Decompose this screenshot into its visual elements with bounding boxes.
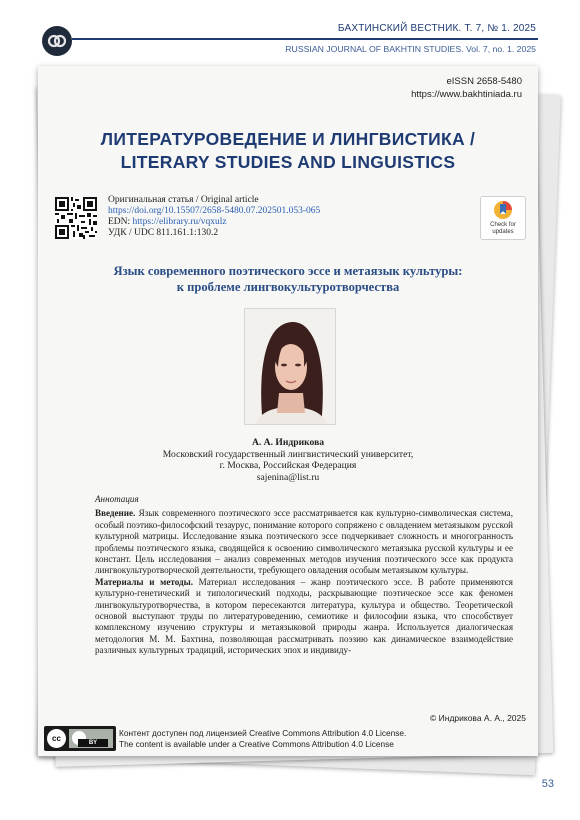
- section-title: [38, 128, 538, 174]
- author-city: г. Москва, Российская Федерация: [219, 460, 357, 471]
- udc: УДК / UDC 811.161.1:130.2: [108, 228, 219, 238]
- eissn: eISSN 2658-5480: [446, 76, 522, 87]
- methods-text: Материал исследования – жанр поэтического эссе. В работе применяются культурно-генетический и типологический подходы, раскрывающие поэтическое эссе как феномен лингвокультуротворчества, в котором пересекаются литература, культура и общество. Теоретической основой выступают труды по литературоведению, семиотике и философии языка, что способствует комплексному изучению структуры и метаязыковой природы жанра. Используется диалогическая методология М. М. Бахтина, позволяющая рассматривать поэзию как динамическое взаимодействие различных культурных традиций, исторических эпох и индивиду-: [95, 576, 513, 656]
- edn-link[interactable]: https://elibrary.ru/vqxulz: [132, 217, 227, 227]
- methods-label: Материалы и методы.: [95, 576, 193, 587]
- journal-logo-icon: [42, 26, 72, 56]
- journal-title-en: RUSSIAN JOURNAL OF BAKHTIN STUDIES. Vol. 7, no. 1. 2025: [285, 44, 536, 54]
- license-text: [119, 728, 406, 749]
- journal-site-link[interactable]: https://www.bakhtiniada.ru: [411, 88, 522, 100]
- section-title-line2: LITERARY STUDIES AND LINGUISTICS: [120, 152, 456, 172]
- qr-code-icon: [55, 197, 97, 239]
- page-number: 53: [541, 778, 554, 790]
- author-email[interactable]: sajenina@list.ru: [256, 471, 320, 483]
- journal-title-ru: БАХТИНСКИЙ ВЕСТНИК. Т. 7, № 1. 2025: [337, 23, 536, 34]
- copyright: © Индрикова А. А., 2025: [430, 713, 526, 723]
- check-for-updates-line2: updates: [492, 229, 514, 235]
- edn-label: EDN:: [108, 217, 133, 227]
- article-title-line2: к проблеме лингвокультуротворчества: [176, 280, 400, 294]
- intro-label: Введение.: [95, 508, 136, 519]
- license-ru: Контент доступен под лицензией Creative Commons Attribution 4.0 License.: [119, 728, 407, 738]
- abstract-intro: [95, 508, 513, 576]
- abstract-methods: [95, 577, 513, 657]
- by-label: BY: [78, 739, 108, 747]
- header-rule: [72, 38, 538, 40]
- article-meta: [108, 195, 320, 239]
- section-title-line1: ЛИТЕРАТУРОВЕДЕНИЕ И ЛИНГВИСТИКА /: [100, 129, 476, 149]
- article-type: Оригинальная статья / Original article: [108, 195, 259, 205]
- author-name: А. А. Индрикова: [251, 437, 325, 448]
- article-title-line1: Язык современного поэтического эссе и метаязык культуры:: [113, 264, 463, 278]
- abstract: [95, 494, 513, 657]
- abstract-label: Аннотация: [95, 494, 139, 504]
- doi-link[interactable]: https://doi.org/10.15507/2658-5480.07.202501.053-065: [108, 206, 321, 216]
- edn-line: [108, 217, 320, 228]
- intro-text: Язык современного поэтического эссе рассматривается как культурно-символическая система, особый поэтико-философский тезаурус, понимание которого сопряжено с овладением метаязыком русской культурной матрицы. Исследование языка поэтического эссе подчеркивает сложность и многогранность проблемы поэтического языка, сводящейся к освоению символического метаязыка русской культуры и ее констант. Цель исследования – анализ современных методов изучения поэтического эссе как продукта лингвокультуротворческой деятельности, требующего овладения особым метаязыком культуры.: [95, 508, 513, 576]
- author-block: [38, 437, 538, 483]
- article-title: [38, 263, 538, 295]
- author-affiliation: Московский государственный лингвистический университет,: [162, 448, 414, 460]
- license-en: The content is available under a Creative Commons Attribution 4.0 License: [119, 738, 394, 749]
- article-page: [38, 66, 538, 756]
- check-for-updates-button[interactable]: [480, 196, 526, 240]
- author-photo: [244, 308, 336, 425]
- eissn-block: [411, 76, 522, 101]
- cc-by-license-icon[interactable]: [44, 726, 116, 751]
- check-for-updates-icon: [493, 200, 513, 220]
- cc-icon: cc: [47, 729, 66, 748]
- check-for-updates-line1: Check for: [490, 222, 516, 228]
